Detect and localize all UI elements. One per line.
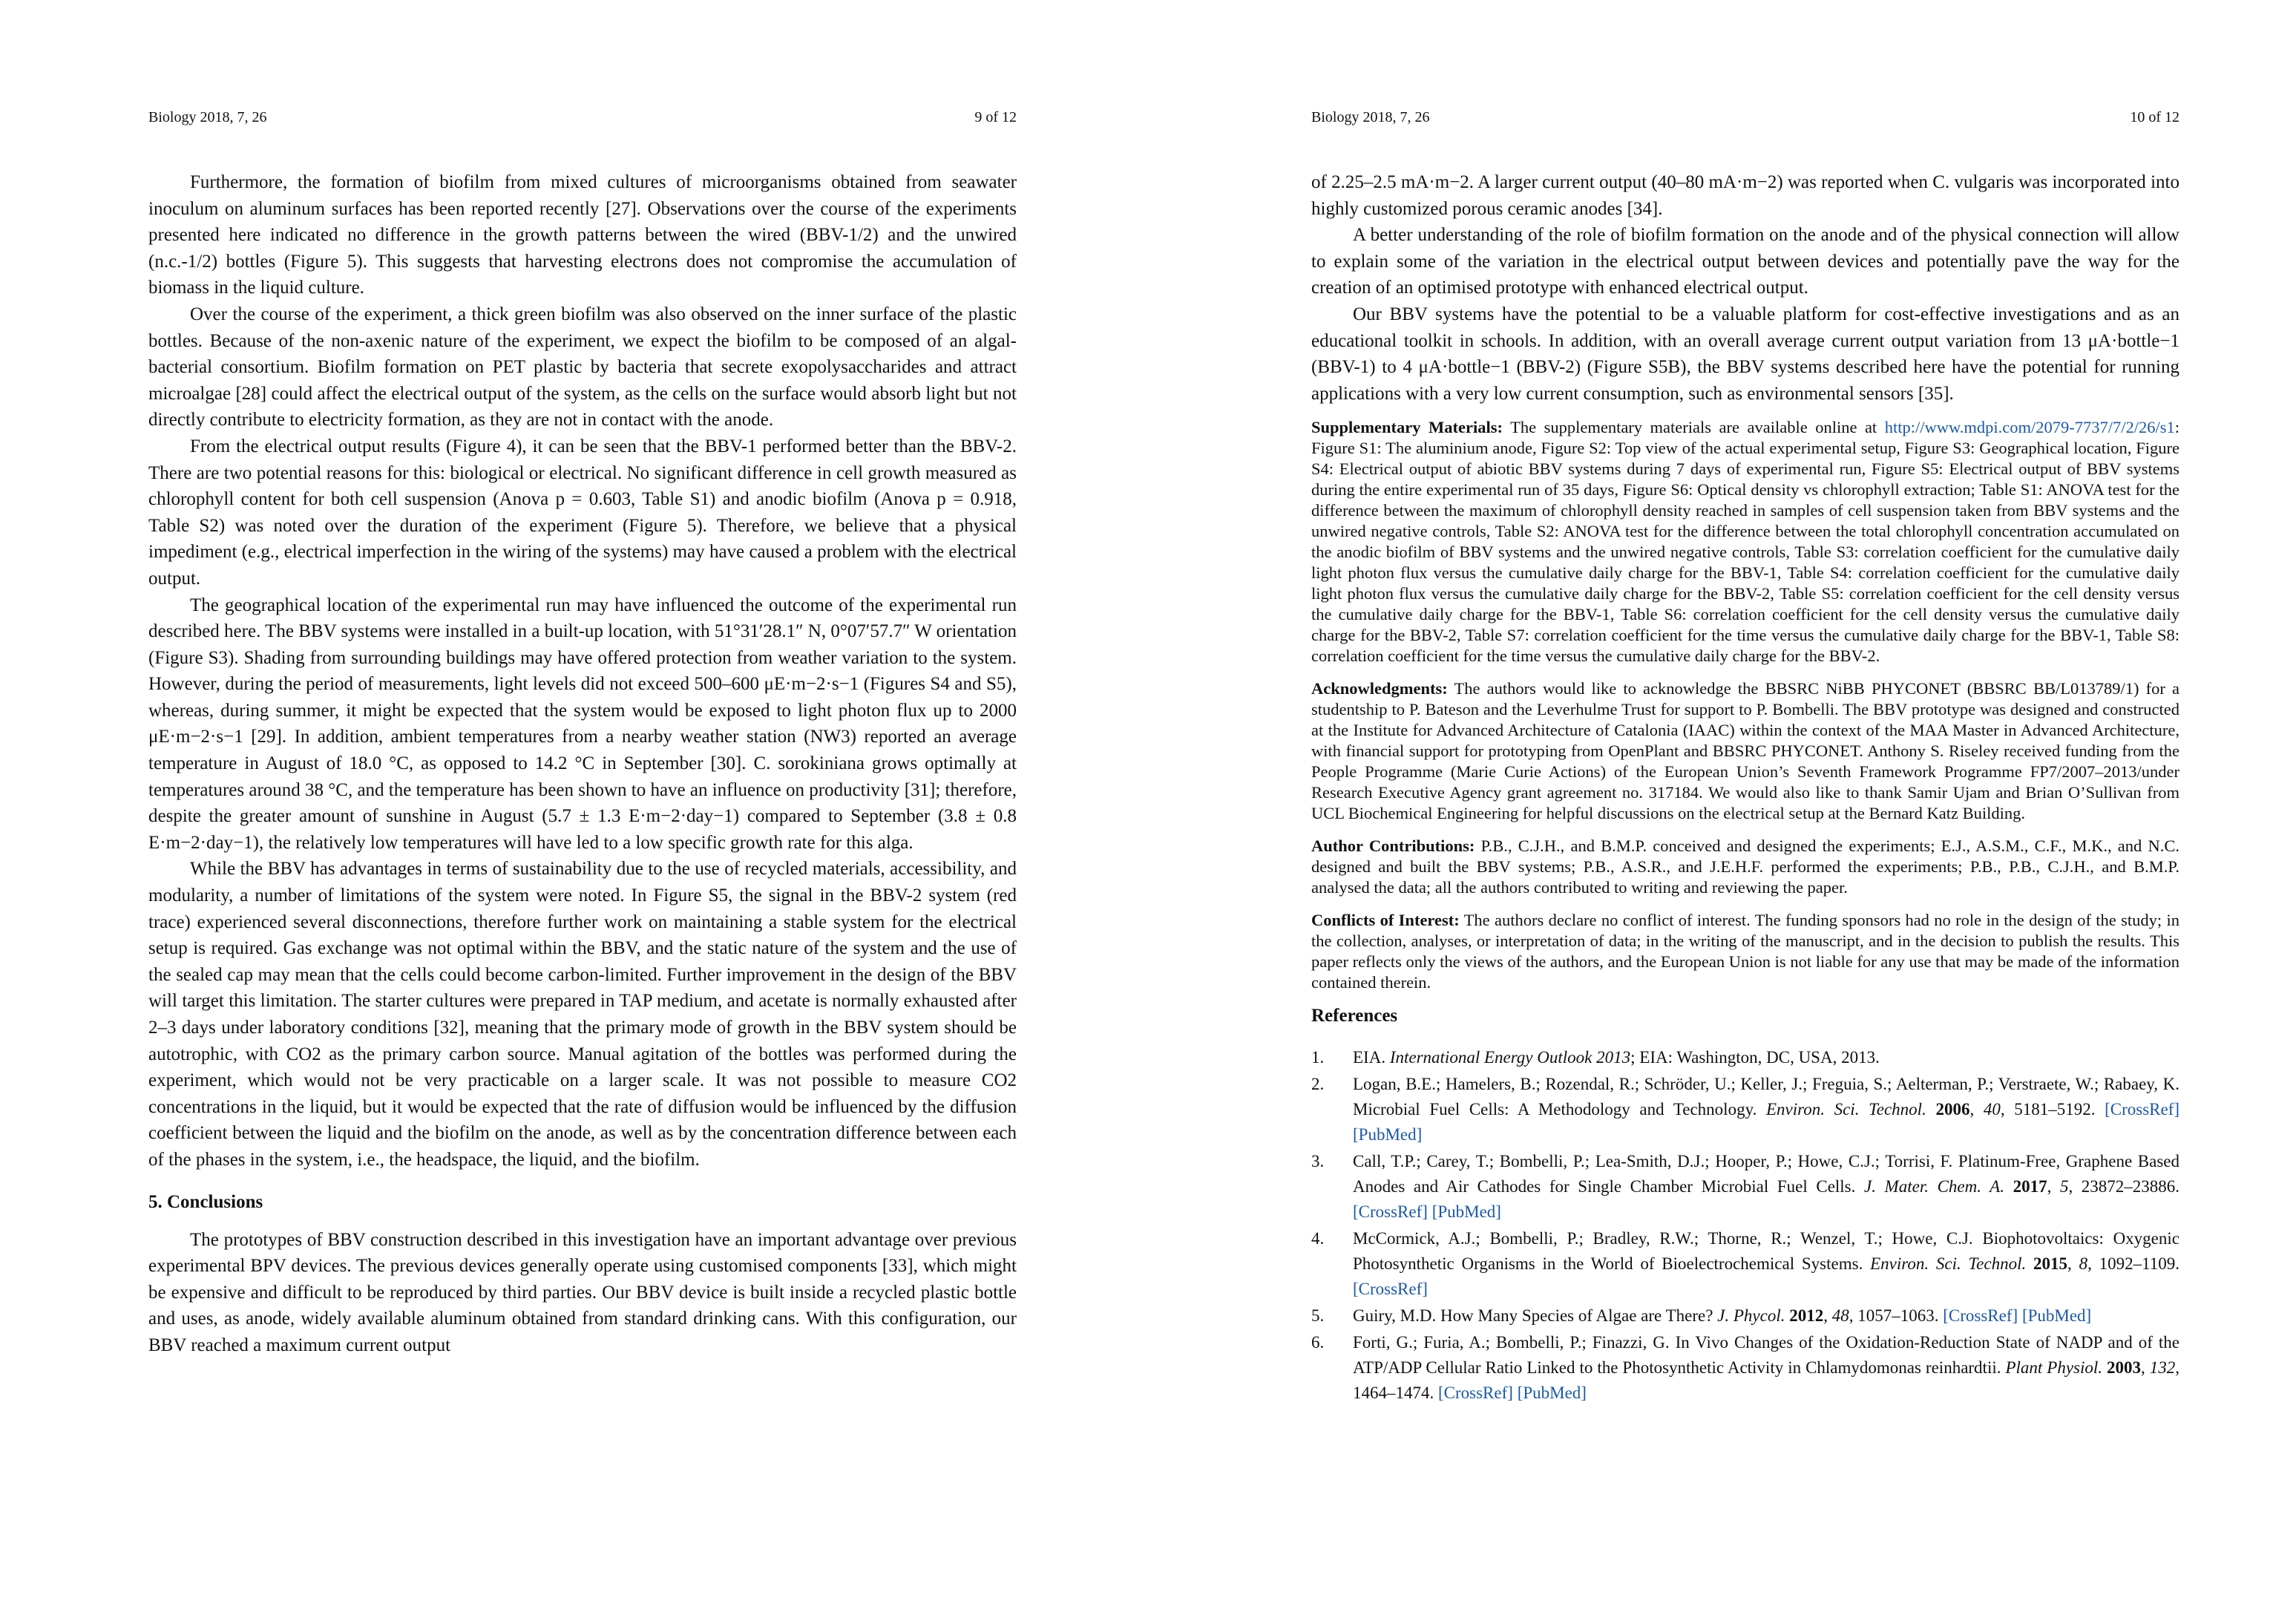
reference-text: Forti, G.; Furia, A.; Bombelli, P.; Finazzi, G. In Vivo Changes of the Oxidation-Reduction State of NADP and of the ATP/ADP Cellular Ratio Linked to the Photosynthetic Activity in Chlamydomonas reinhardtii. Plant Physiol. 2003, 132, 1464–1474. [CrossRef] [PubMed] <box>1353 1333 2179 1403</box>
supplementary-materials <box>1311 417 2179 667</box>
reference-body: Call, T.P.; Carey, T.; Bombelli, P.; Lea-Smith, D.J.; Hooper, P.; Howe, C.J.; Torrisi, F. Platinum-Free, Graphene Based Anodes and Air Cathodes for Single Chamber Microbial Fuel Cells. <box>1353 1152 2179 1196</box>
running-header <box>1311 107 2179 128</box>
reference-year: 2006 <box>1935 1100 1970 1119</box>
pubmed-link[interactable]: [PubMed] <box>1517 1384 1587 1403</box>
reference-number: 1. <box>1311 1048 1325 1067</box>
crossref-link[interactable]: [CrossRef] <box>2105 1100 2180 1119</box>
reference-pages: 1057–1063. <box>1857 1306 1939 1326</box>
reference-item <box>1311 1149 2179 1225</box>
reference-volume: 48 <box>1831 1306 1849 1326</box>
reference-year: 2015 <box>2033 1254 2068 1274</box>
reference-pages: 1092–1109. <box>2099 1254 2179 1274</box>
author-contributions-text: P.B., C.J.H., and B.M.P. conceived and designed the experiments; E.J., A.S.M., C.F., M.K., and N.C. designed and built the BBV systems; P.B., A.S.R., and J.E.H.F. performed the experiments; P.B., P.B., C.J.H., and B.M.P. analysed the data; all the authors contributed to writing and reviewing the paper. <box>1311 836 2180 897</box>
reference-volume: 40 <box>1983 1100 2001 1119</box>
reference-journal: Environ. Sci. Technol. <box>1870 1254 2027 1274</box>
reference-authors: EIA. <box>1353 1048 1386 1067</box>
crossref-link[interactable]: [CrossRef] <box>1438 1384 1513 1403</box>
reference-journal: Environ. Sci. Technol. <box>1765 1100 1926 1119</box>
reference-volume: 132 <box>2149 1358 2176 1378</box>
crossref-link[interactable]: [CrossRef] <box>1943 1306 2018 1326</box>
running-header-journal: Biology 2018, 7, 26 <box>1311 109 1430 125</box>
reference-item <box>1311 1226 2179 1302</box>
pubmed-link[interactable]: [PubMed] <box>1431 1202 1501 1222</box>
paragraph: Furthermore, the formation of biofilm from mixed cultures of microorganisms obtained from seawater inoculum on aluminum surfaces has been reported recently [27]. Observations over the course of the experiments presented here indicated no difference in the growth patterns between the wired (BBV-1/2) and the unwired (n.c.-1/2) bottles (Figure 5). This suggests that harvesting electrons does not compromise the accumulation of biomass in the liquid culture. <box>148 172 1017 298</box>
reference-item <box>1311 1303 2179 1329</box>
reference-volume: 8 <box>2079 1254 2088 1274</box>
reference-journal: Plant Physiol. <box>2005 1358 2103 1378</box>
reference-number: 2. <box>1311 1075 1325 1094</box>
pubmed-link[interactable]: [PubMed] <box>1353 1125 1423 1145</box>
reference-year: 2017 <box>2013 1177 2047 1196</box>
conflicts-text: The authors declare no conflict of interest. The funding sponsors had no role in the design of the study; in the collection, analyses, or interpretation of data; in the writing of the manuscript, and in the decision to publish the results. This paper reflects only the views of the authors, and the European Union is not liable for any use that may be made of the information contained therein. <box>1311 911 2179 992</box>
reference-number: 3. <box>1311 1152 1325 1171</box>
paragraph: Our BBV systems have the potential to be a valuable platform for cost-effective investigations and as an educational toolkit in schools. In addition, with an overall average current output variation from 13 μA·bottle−1 (BBV-1) to 4 μA·bottle−1 (BBV-2) (Figure S5B), the BBV systems described here have the potential for running applications with a very low current consumption, such as environmental sensors [35]. <box>1311 304 2179 404</box>
reference-text: Guiry, M.D. How Many Species of Algae are There? J. Phycol. 2012, 48, 1057–1063. [CrossRef] [PubMed] <box>1353 1306 2092 1326</box>
supplementary-intro: The supplementary materials are available online at <box>1510 418 1877 437</box>
section-heading: 5. Conclusions <box>148 1191 263 1212</box>
supplementary-label: Supplementary Materials: <box>1311 418 1503 437</box>
reference-volume: 5 <box>2059 1177 2069 1196</box>
reference-journal: J. Mater. Chem. A. <box>1864 1177 2004 1196</box>
conflicts-label: Conflicts of Interest: <box>1311 911 1460 930</box>
body-column <box>148 169 1017 1359</box>
reference-number: 4. <box>1311 1229 1325 1248</box>
reference-text <box>1353 1045 2179 1070</box>
acknowledgments-text: The authors would like to acknowledge the BBSRC NiBB PHYCONET (BBSRC BB/L013789/1) for a studentship to P. Bateson and the Leverhulme Trust for support to P. Bombelli. The BBV prototype was designed and constructed at the Institute for Advanced Architecture of Catalonia (IAAC) within the context of the MAA Master in Advanced Architecture, with financial support for prototyping from OpenPlant and BBSRC PHYCONET. Anthony S. Riseley received funding from the People Programme (Marie Curie Actions) of the European Union’s Seventh Framework Programme FP7/2007–2013/under Research Executive Agency grant agreement no. 317184. We would also like to thank Samir Ujam and Brian O’Sullivan from UCL Biochemical Engineering for helpful discussions on the electrical setup at the Bernard Katz Building. <box>1311 679 2179 823</box>
pubmed-link[interactable]: [PubMed] <box>2021 1306 2092 1326</box>
reference-title: International Energy Outlook 2013 <box>1389 1048 1631 1067</box>
reference-text: Call, T.P.; Carey, T.; Bombelli, P.; Lea-Smith, D.J.; Hooper, P.; Howe, C.J.; Torrisi, F. Platinum-Free, Graphene Based Anodes and Air Cathodes for Single Chamber Microbial Fuel Cells. J. Mater. Chem. A. 2017, 5, 23872–23886. [CrossRef] [PubMed] <box>1353 1152 2180 1222</box>
reference-number: 6. <box>1311 1333 1325 1352</box>
crossref-link[interactable]: [CrossRef] <box>1353 1280 1428 1299</box>
back-matter <box>1311 417 2179 993</box>
reference-body: McCormick, A.J.; Bombelli, P.; Bradley, R.W.; Thorne, R.; Wenzel, T.; Howe, C.J. Biophotovoltaics: Oxygenic Photosynthetic Organisms in the World of Bioelectrochemical Systems. <box>1353 1229 2179 1274</box>
page-10 <box>1148 0 2296 1624</box>
acknowledgments-label: Acknowledgments: <box>1311 679 1448 698</box>
reference-body: Logan, B.E.; Hamelers, B.; Rozendal, R.; Schröder, U.; Keller, J.; Freguia, S.; Aelterman, P.; Verstraete, W.; Rabaey, K. Microbial Fuel Cells: A Methodology and Technology. <box>1353 1075 2179 1119</box>
author-contributions-label: Author Contributions: <box>1311 836 1475 856</box>
paragraph: From the electrical output results (Figure 4), it can be seen that the BBV-1 performed better than the BBV-2. There are two potential reasons for this: biological or electrical. No significant difference in cell growth measured as chlorophyll content for both cell suspension (Anova p = 0.603, Table S1) and anodic biofilm (Anova p = 0.918, Table S2) was noted over the duration of the experiment (Figure 5). Therefore, we believe that a physical impediment (e.g., electrical imperfection in the wiring of the systems) may have caused a problem with the electrical output. <box>148 436 1017 589</box>
reference-pages: 1464–1474. <box>1353 1384 1434 1403</box>
supplementary-text: : Figure S1: The aluminium anode, Figure S2: Top view of the actual experimental setup, Figure S3: Geographical location, Figure S4: Electrical output of abiotic BBV systems during 7 days of experimental run, Figure S5: Electrical output of BBV systems during the entire experimental run of 35 days, Figure S6: Optical density vs chlorophyll extraction; Table S1: ANOVA test for the difference between the maximum of chlorophyll density reached in samples of cell suspension taken from BBV systems and the unwired negative controls, Table S2: ANOVA test for the difference between the total chlorophyll concentration accumulated on the anodic biofilm of BBV systems and the unwired negative controls, Table S3: correlation coefficient for the cumulative daily light photon flux versus the cumulative daily charge for the BBV-1, Table S4: correlation coefficient for the cumulative daily light photon flux versus the cumulative daily charge for the BBV-2, Table S5: correlation coefficient for the cell density versus the cumulative daily charge for the BBV-1, Table S6: correlation coefficient for the cell density versus the cumulative daily charge for the BBV-2, Table S7: correlation coefficient for the time versus the cumulative daily charge for the BBV-1, Table S8: correlation coefficient for the time versus the cumulative daily charge for the BBV-2. <box>1311 418 2180 666</box>
reference-list <box>1311 1045 2179 1406</box>
supplementary-link[interactable]: http://www.mdpi.com/2079-7737/7/2/26/s1 <box>1884 418 2175 437</box>
body-column <box>1311 169 2179 1407</box>
page-number: 9 of 12 <box>974 109 1017 125</box>
page-number: 10 of 12 <box>2130 109 2179 125</box>
paragraph: While the BBV has advantages in terms of sustainability due to the use of recycled materials, accessibility, and modularity, a number of limitations of the system were noted. In Figure S5, the signal in the BBV-2 system (red trace) experienced several disconnections, therefore further work on maintaining a stable system for the electrical setup is required. Gas exchange was not optimal within the BBV, and the static nature of the system and the use of the sealed cap may mean that the cells could become carbon-limited. Further improvement in the design of the BBV will target this limitation. The starter cultures were prepared in TAP medium, and acetate is normally exhausted after 2–3 days under laboratory conditions [32], meaning that the primary mode of growth in the BBV system should be autotrophic, with CO2 as the primary carbon source. Manual agitation of the bottles was performed during the experiment, which would not be very practicable on a larger scale. It was not possible to measure CO2 concentrations in the liquid, but it would be expected that the rate of diffusion would be influenced by the diffusion coefficient between the liquid and the biofilm on the anode, as well as by the concentration difference between each of the phases in the system, i.e., the headspace, the liquid, and the biofilm. <box>148 859 1017 1170</box>
paragraph: Over the course of the experiment, a thick green biofilm was also observed on the inner surface of the plastic bottles. Because of the non-axenic nature of the experiment, we expect the biofilm to be composed of an algal-bacterial consortium. Biofilm formation on PET plastic by bacteria that secrete exopolysaccharides and attract microalgae [28] could affect the electrical output of the system, as the cells on the surface would absorb light but not directly contribute to electricity formation, as they are not in contact with the anode. <box>148 304 1017 430</box>
reference-rest: ; EIA: Washington, DC, USA, 2013. <box>1630 1048 1880 1067</box>
reference-item <box>1311 1330 2179 1406</box>
reference-body: Guiry, M.D. How Many Species of Algae are There? <box>1353 1306 1713 1326</box>
paragraph: of 2.25–2.5 mA·m−2. A larger current output (40–80 mA·m−2) was reported when C. vulgaris was incorporated into highly customized porous ceramic anodes [34]. <box>1311 172 2179 219</box>
running-header <box>148 107 1017 128</box>
author-contributions <box>1311 836 2179 898</box>
reference-pages: 5181–5192. <box>2014 1100 2096 1119</box>
acknowledgments <box>1311 678 2179 824</box>
paragraph: The prototypes of BBV construction described in this investigation have an important advantage over previous experimental BPV devices. The previous devices generally operate using customised components [33], which might be expensive and difficult to be reproduced by third parties. Our BBV device is built inside a recycled plastic bottle and uses, as anode, widely available aluminum obtained from standard drinking cans. With this configuration, our BBV reached a maximum current output <box>148 1229 1017 1355</box>
reference-journal: J. Phycol. <box>1717 1306 1785 1326</box>
reference-text: McCormick, A.J.; Bombelli, P.; Bradley, R.W.; Thorne, R.; Wenzel, T.; Howe, C.J. Biophotovoltaics: Oxygenic Photosynthetic Organisms in the World of Bioelectrochemical Systems. Environ. Sci. Technol. 2015, 8, 1092–1109. [CrossRef] <box>1353 1229 2179 1299</box>
reference-text: Logan, B.E.; Hamelers, B.; Rozendal, R.; Schröder, U.; Keller, J.; Freguia, S.; Aelterman, P.; Verstraete, W.; Rabaey, K. Microbial Fuel Cells: A Methodology and Technology. Environ. Sci. Technol. 2006, 40, 5181–5192. [CrossRef] [PubMed] <box>1353 1075 2180 1145</box>
reference-pages: 23872–23886. <box>2081 1177 2180 1196</box>
crossref-link[interactable]: [CrossRef] <box>1353 1202 1428 1222</box>
running-header-journal: Biology 2018, 7, 26 <box>148 109 267 125</box>
references-heading: References <box>1311 1006 1398 1027</box>
paragraph: The geographical location of the experimental run may have influenced the outcome of the experimental run described here. The BBV systems were installed in a built-up location, with 51°31′28.1″ N, 0°07′57.7″ W orientation (Figure S3). Shading from surrounding buildings may have offered protection from weather variation to the system. However, during the period of measurements, light levels did not exceed 500–600 μE·m−2·s−1 (Figures S4 and S5), whereas, during summer, it might be expected that the system would be exposed to light photon flux up to 2000 μE·m−2·s−1 [29]. In addition, ambient temperatures from a nearby weather station (NW3) reported an average temperature in August of 18.0 °C, as opposed to 14.2 °C in September [30]. C. sorokiniana grows optimally at temperatures around 38 °C, and the temperature has been shown to have an influence on productivity [31]; therefore, despite the greater amount of sunshine in August (5.7 ± 1.3 E·m−2·day−1) compared to September (3.8 ± 0.8 E·m−2·day−1), the relatively low temperatures will have led to a low specific growth rate for this alga. <box>148 595 1017 853</box>
reference-number: 5. <box>1311 1306 1325 1326</box>
reference-item <box>1311 1045 2179 1070</box>
reference-year: 2003 <box>2107 1358 2142 1378</box>
paragraph: A better understanding of the role of biofilm formation on the anode and of the physical connection will allow to explain some of the variation in the electrical output between devices and potentially pave the way for the creation of an optimised prototype with enhanced electrical output. <box>1311 225 2179 298</box>
conflicts-of-interest <box>1311 910 2179 993</box>
reference-item <box>1311 1072 2179 1147</box>
reference-year: 2012 <box>1789 1306 1824 1326</box>
reference-body: Forti, G.; Furia, A.; Bombelli, P.; Finazzi, G. In Vivo Changes of the Oxidation-Reduction State of NADP and of the ATP/ADP Cellular Ratio Linked to the Photosynthetic Activity in Chlamydomonas reinhardtii. <box>1353 1333 2179 1378</box>
